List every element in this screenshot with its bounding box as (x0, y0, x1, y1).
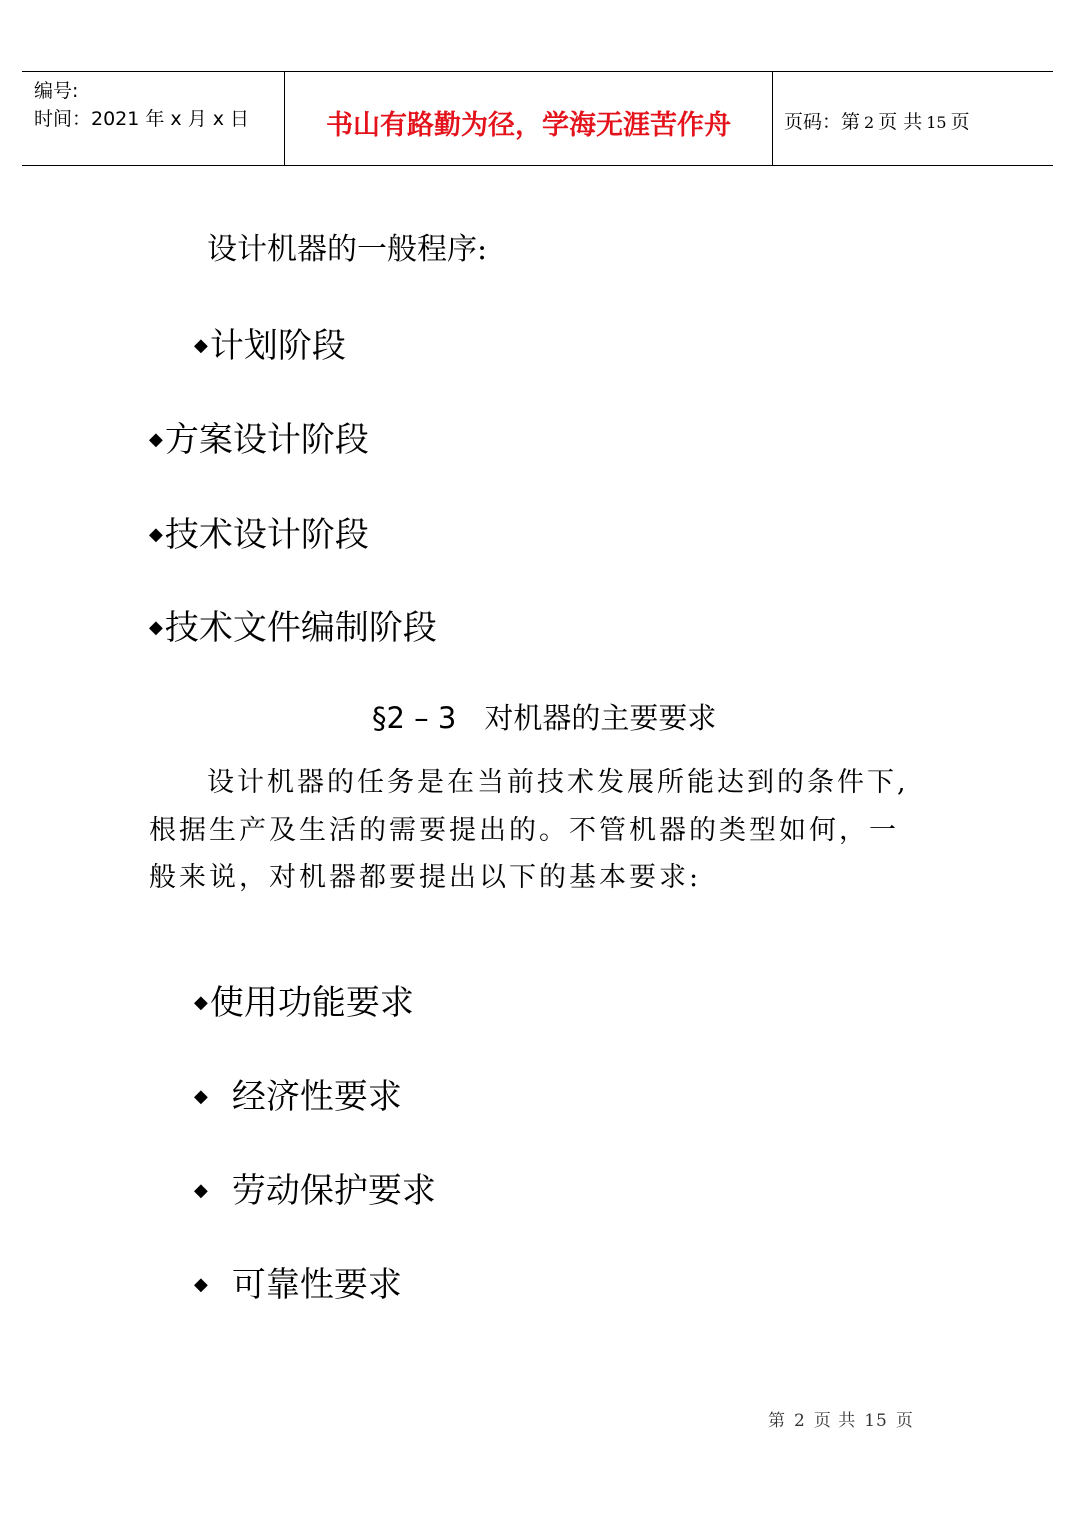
bullet-diamond-icon: ◆ (149, 617, 163, 638)
requirement-item (194, 1257, 402, 1306)
procedure-item-label: 技术文件编制阶段 (164, 608, 437, 648)
procedure-item (149, 412, 369, 461)
footer-prefix: 第 (768, 1411, 786, 1431)
header-page-number (784, 107, 970, 134)
section-number: §2 – 3 (372, 701, 457, 735)
page-current: 2 (864, 113, 875, 132)
bullet-diamond-icon: ◆ (149, 524, 163, 545)
paragraph-line: 根据生产及生活的需要提出的。不管机器的类型如何，一 (149, 815, 899, 846)
motto: 书山有路勤为径，学海无涯苦作舟 (326, 110, 731, 141)
procedure-item-label: 方案设计阶段 (164, 420, 369, 460)
requirement-item-label: 可靠性要求 (231, 1265, 402, 1305)
bullet-diamond-icon: ◆ (194, 1180, 208, 1201)
header-info-cell (22, 72, 284, 165)
bullet-diamond-icon: ◆ (194, 1274, 208, 1295)
procedure-heading: 设计机器的一般程序: (207, 232, 488, 267)
requirement-item (194, 1163, 436, 1212)
header-motto-cell (284, 72, 773, 165)
procedure-item-label: 计划阶段 (209, 326, 346, 366)
requirement-item-label: 经济性要求 (231, 1077, 402, 1117)
footer-suffix: 页 (895, 1411, 914, 1431)
footer-mid: 页 共 (813, 1411, 857, 1431)
page-footer (768, 1406, 914, 1431)
page-suffix: 页 (950, 111, 970, 133)
procedure-item-label: 技术设计阶段 (164, 515, 369, 555)
bullet-diamond-icon: ◆ (194, 992, 208, 1013)
page-total: 15 (926, 113, 947, 132)
procedure-item (149, 507, 369, 556)
paragraph-line: 设计机器的任务是在当前技术发展所能达到的条件下, (207, 767, 909, 798)
header-page-cell (772, 72, 1053, 165)
procedure-item (194, 318, 346, 367)
page-header (22, 71, 1053, 166)
page-prefix: 页码：第 (784, 111, 861, 133)
procedure-item (149, 600, 437, 649)
footer-current: 2 (794, 1411, 806, 1431)
code-label: 编号: (34, 80, 79, 102)
bullet-diamond-icon: ◆ (149, 429, 163, 450)
requirement-item-label: 劳动保护要求 (231, 1171, 436, 1211)
time-label: 时间：2021 年 x 月 x 日 (34, 108, 250, 130)
section-heading (372, 696, 716, 737)
section-title: 对机器的主要要求 (484, 701, 717, 735)
paragraph-line: 般来说，对机器都要提出以下的基本要求: (149, 862, 702, 893)
bullet-diamond-icon: ◆ (194, 335, 208, 356)
requirement-item-label: 使用功能要求 (209, 983, 414, 1023)
requirement-item (194, 975, 414, 1024)
bullet-diamond-icon: ◆ (194, 1086, 208, 1107)
requirement-item (194, 1069, 402, 1118)
footer-total: 15 (864, 1411, 888, 1431)
page-mid: 页 共 (878, 111, 923, 133)
